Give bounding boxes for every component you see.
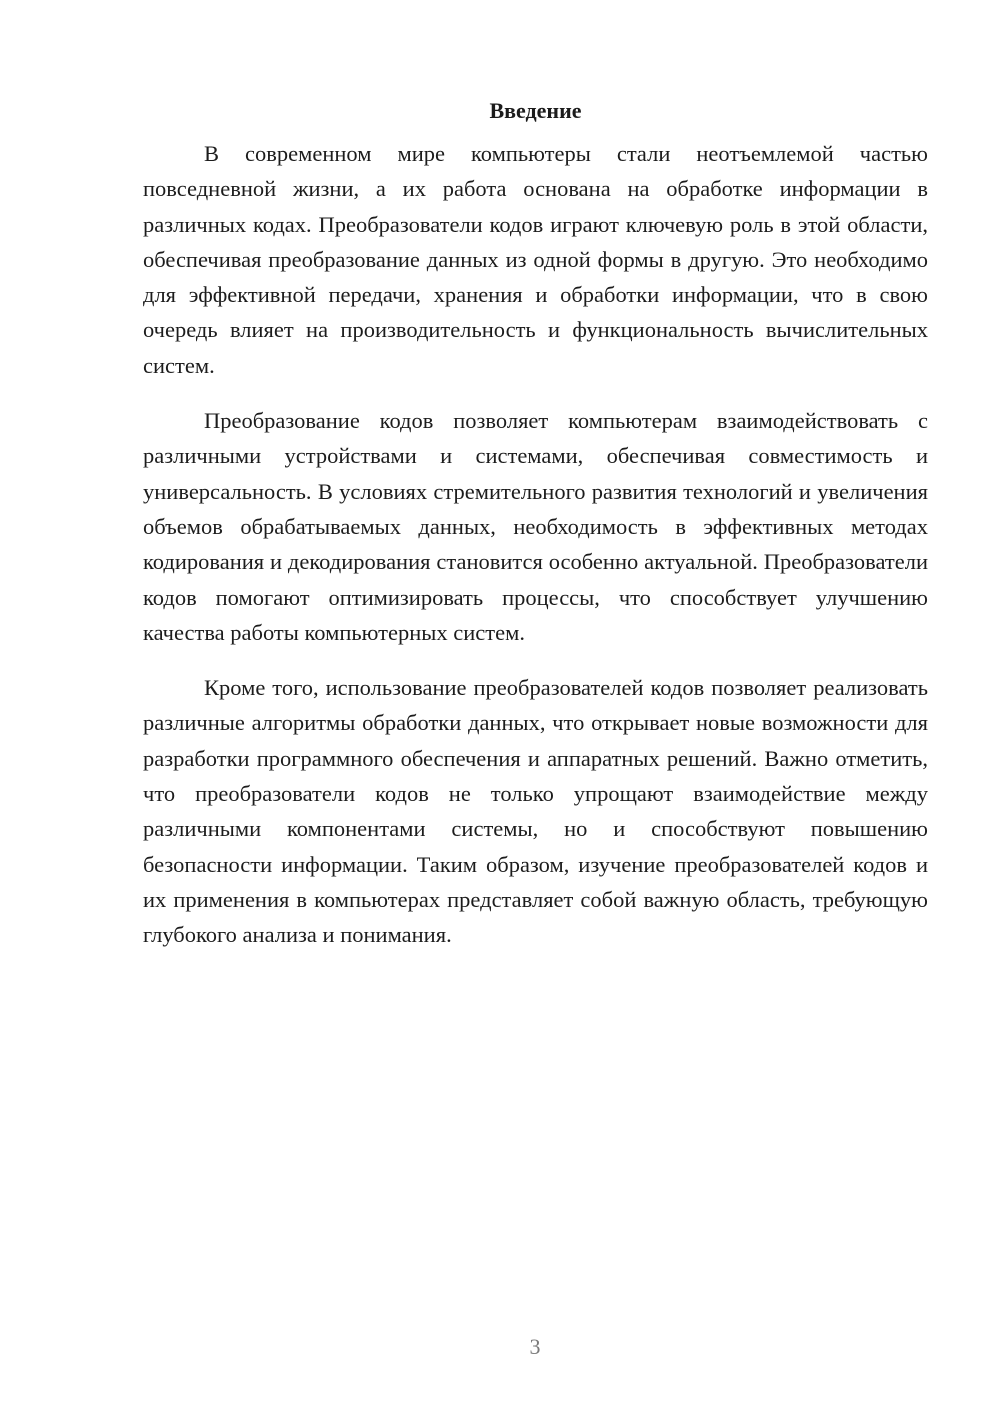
page-number: 3 — [529, 1334, 541, 1359]
section-heading: Введение — [489, 98, 582, 123]
paragraph-1: В современном мире компьютеры стали неотъемлемой частью повседневной жизни, а их работа основана на обработке информации в различных кодах. Преобразователи кодов играют ключевую роль в этой области, обеспечивая преобразование данных из одной формы в другую. Это необходимо для эффективной передачи, хранения и обработки информации, что в свою очередь влияет на производительность и функциональность вычислительных систем. — [143, 141, 928, 378]
page-content — [143, 94, 928, 973]
paragraph-2: Преобразование кодов позволяет компьютерам взаимодействовать с различными устройствами и системами, обеспечивая совместимость и универсальность. В условиях стремительного развития технологий и увеличения объемов обрабатываемых данных, необходимость в эффективных методах кодирования и декодирования становится особенно актуальной. Преобразователи кодов помогают оптимизировать процессы, что способствует улучшению качества работы компьютерных систем. — [143, 408, 928, 645]
paragraph-3: Кроме того, использование преобразователей кодов позволяет реализовать различные алгоритмы обработки данных, что открывает новые возможности для разработки программного обеспечения и аппаратных решений. Важно отметить, что преобразователи кодов не только упрощают взаимодействие между различными компонентами системы, но и способствуют повышению безопасности информации. Таким образом, изучение преобразователей кодов и их применения в компьютерах представляет собой важную область, требующую глубокого анализа и понимания. — [143, 675, 928, 948]
